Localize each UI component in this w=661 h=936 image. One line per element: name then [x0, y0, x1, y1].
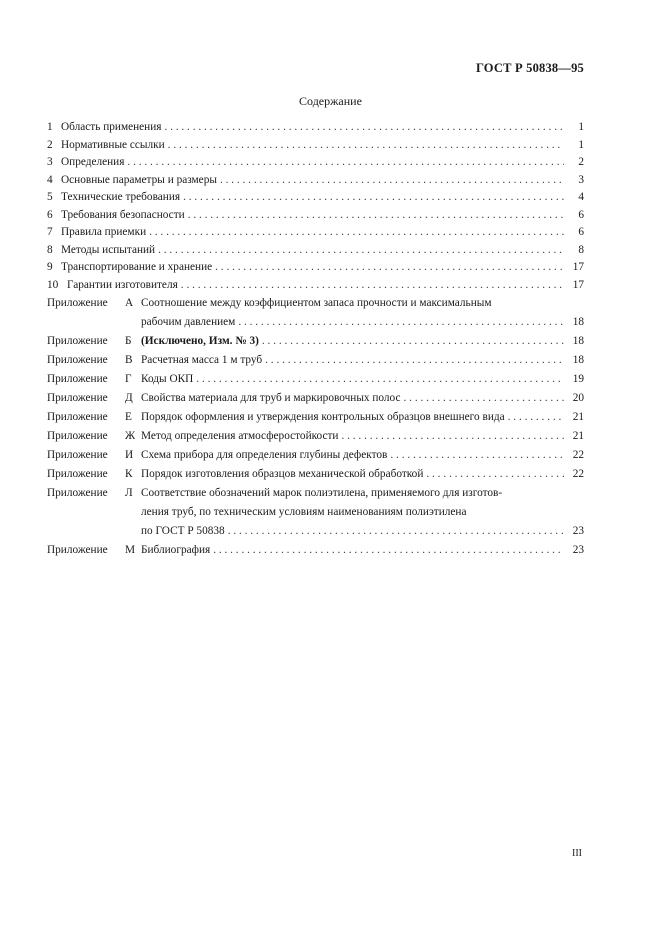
toc-entry-number: 10 — [47, 278, 59, 291]
appendix-title: рабочим давлением — [141, 316, 236, 328]
appendix-title: Схема прибора для определения глубины дефектов — [141, 449, 388, 461]
toc-leader-dots — [149, 224, 564, 242]
toc-entry[interactable] — [47, 242, 584, 260]
appendix-letter: М — [125, 544, 136, 556]
appendix-title: Расчетная масса 1 м труб — [141, 354, 263, 366]
appendix-entry[interactable] — [47, 465, 584, 484]
toc-entry[interactable] — [47, 259, 584, 277]
toc-leader-dots — [213, 541, 564, 560]
toc-entry-page: 2 — [578, 156, 584, 168]
appendix-entry-continuation[interactable] — [47, 503, 584, 522]
toc-leader-dots — [262, 332, 564, 351]
appendix-letter: А — [125, 297, 134, 309]
toc-entry-number: 9 — [47, 261, 53, 273]
appendix-letter: Г — [125, 373, 132, 385]
appendix-title: Свойства материала для труб и маркировочных полос — [141, 392, 401, 404]
appendix-label: Приложение — [47, 411, 108, 423]
appendix-letter: Ж — [125, 430, 136, 442]
appendix-title: Библиография — [141, 544, 211, 556]
appendix-title: Порядок оформления и утверждения контрольных образцов внешнего вида — [141, 411, 505, 423]
toc-entry-title: Гарантии изготовителя — [67, 278, 178, 291]
appendix-title: Коды ОКП — [141, 373, 194, 385]
appendix-label: Приложение — [47, 392, 108, 404]
toc-entry-title: Технические требования — [61, 191, 181, 203]
toc-entry-page: 1 — [578, 121, 584, 133]
toc-leader-dots — [228, 522, 564, 541]
toc-entry[interactable] — [47, 224, 584, 242]
appendix-page: 18 — [572, 316, 584, 328]
toc-entry-title: Правила приемки — [61, 226, 147, 238]
page-number: III — [572, 848, 582, 859]
toc-entry-title: Основные параметры и размеры — [61, 173, 217, 186]
toc-entry-title: Требования безопасности — [61, 208, 185, 221]
table-of-contents — [47, 119, 584, 560]
toc-entry-number: 6 — [47, 208, 53, 221]
toc-entry-number: 7 — [47, 226, 53, 238]
toc-leader-dots — [215, 259, 564, 277]
appendix-title: Соотношение между коэффициентом запаса прочности и максимальным — [141, 297, 492, 309]
appendix-letter: И — [125, 449, 134, 461]
toc-sections — [47, 119, 584, 294]
appendix-page: 22 — [572, 468, 584, 480]
toc-entry-number: 3 — [47, 156, 53, 168]
appendix-label: Приложение — [47, 430, 108, 442]
appendix-title: Порядок изготовления образцов механической обработкой — [141, 468, 424, 480]
toc-entry-page: 17 — [572, 278, 584, 291]
toc-entry[interactable] — [47, 172, 584, 190]
toc-leader-dots — [404, 389, 564, 408]
toc-entry[interactable] — [47, 189, 584, 207]
appendix-entry[interactable] — [47, 332, 584, 351]
toc-leader-dots — [341, 427, 564, 446]
appendix-entry[interactable] — [47, 389, 584, 408]
appendix-label: Приложение — [47, 468, 108, 480]
appendix-page: 23 — [572, 544, 584, 556]
appendix-entry[interactable] — [47, 294, 584, 313]
toc-entry[interactable] — [47, 154, 584, 172]
toc-leader-dots — [164, 119, 564, 137]
appendix-title: Метод определения атмосферостойкости — [141, 430, 339, 442]
appendix-entry[interactable] — [47, 427, 584, 446]
toc-leader-dots — [127, 154, 564, 172]
toc-leader-dots — [181, 277, 564, 295]
toc-entry-page: 17 — [572, 261, 584, 273]
toc-leader-dots — [158, 242, 564, 260]
toc-entry-page: 4 — [578, 191, 584, 203]
appendix-page: 22 — [572, 449, 584, 461]
toc-entry-number: 8 — [47, 243, 53, 256]
appendix-page: 19 — [572, 373, 584, 385]
appendix-letter: Е — [125, 411, 132, 423]
appendix-entry-continuation[interactable] — [47, 313, 584, 332]
toc-entry-title: Определения — [61, 156, 125, 168]
appendix-letter: Б — [125, 335, 132, 347]
appendix-title: по ГОСТ Р 50838 — [141, 525, 225, 537]
appendix-letter: Л — [125, 487, 133, 499]
appendix-entry[interactable] — [47, 484, 584, 503]
toc-entry-page: 1 — [578, 138, 584, 151]
toc-entry-number: 1 — [47, 121, 53, 133]
appendix-entry[interactable] — [47, 351, 584, 370]
appendix-title: Соответствие обозначений марок полиэтилена, применяемого для изготов- — [141, 487, 503, 499]
toc-entry-page: 8 — [578, 243, 584, 256]
toc-leader-dots — [508, 408, 564, 427]
toc-entry-page: 6 — [578, 226, 584, 238]
appendix-page: 20 — [572, 392, 584, 404]
appendix-letter: К — [125, 468, 133, 480]
toc-leader-dots — [220, 172, 564, 190]
toc-title: Содержание — [299, 94, 362, 108]
toc-entry-number: 2 — [47, 138, 53, 151]
appendix-page: 18 — [572, 335, 584, 347]
toc-leader-dots — [196, 370, 564, 389]
toc-entry-title: Нормативные ссылки — [61, 138, 165, 151]
toc-entry[interactable] — [47, 277, 584, 295]
appendix-label: Приложение — [47, 297, 108, 309]
toc-leader-dots — [168, 137, 564, 155]
appendix-letter: Д — [125, 392, 133, 404]
toc-leader-dots — [426, 465, 564, 484]
appendix-letter: В — [125, 354, 133, 366]
toc-entry-title: Область применения — [61, 121, 162, 133]
appendix-title: ления труб, по техническим условиям наименованиям полиэтилена — [141, 506, 467, 518]
toc-entry[interactable] — [47, 119, 584, 137]
appendix-entry[interactable] — [47, 408, 584, 427]
toc-entry[interactable] — [47, 137, 584, 155]
toc-entry[interactable] — [47, 207, 584, 225]
appendix-label: Приложение — [47, 354, 108, 366]
toc-leader-dots — [183, 189, 564, 207]
appendix-label: Приложение — [47, 487, 108, 499]
appendix-label: Приложение — [47, 373, 108, 385]
appendix-label: Приложение — [47, 449, 108, 461]
appendix-entry-continuation[interactable] — [47, 522, 584, 541]
appendix-title: (Исключено, Изм. № 3) — [141, 335, 259, 347]
appendix-label: Приложение — [47, 335, 108, 347]
toc-leader-dots — [188, 207, 564, 225]
appendix-page: 23 — [572, 525, 584, 537]
appendix-entry[interactable] — [47, 446, 584, 465]
appendix-page: 18 — [572, 354, 584, 366]
toc-appendices — [47, 294, 584, 560]
toc-entry-number: 5 — [47, 191, 53, 203]
appendix-label: Приложение — [47, 544, 108, 556]
toc-entry-page: 6 — [578, 208, 584, 221]
toc-entry-page: 3 — [578, 173, 584, 186]
toc-entry-title: Транспортирование и хранение — [61, 261, 213, 273]
document-code: ГОСТ Р 50838—95 — [475, 61, 584, 75]
toc-entry-number: 4 — [47, 173, 53, 186]
toc-leader-dots — [238, 313, 564, 332]
appendix-entry[interactable] — [47, 370, 584, 389]
appendix-page: 21 — [572, 411, 584, 423]
toc-entry-title: Методы испытаний — [61, 243, 156, 256]
appendix-page: 21 — [572, 430, 584, 442]
toc-leader-dots — [265, 351, 564, 370]
toc-leader-dots — [390, 446, 564, 465]
appendix-entry[interactable] — [47, 541, 584, 560]
